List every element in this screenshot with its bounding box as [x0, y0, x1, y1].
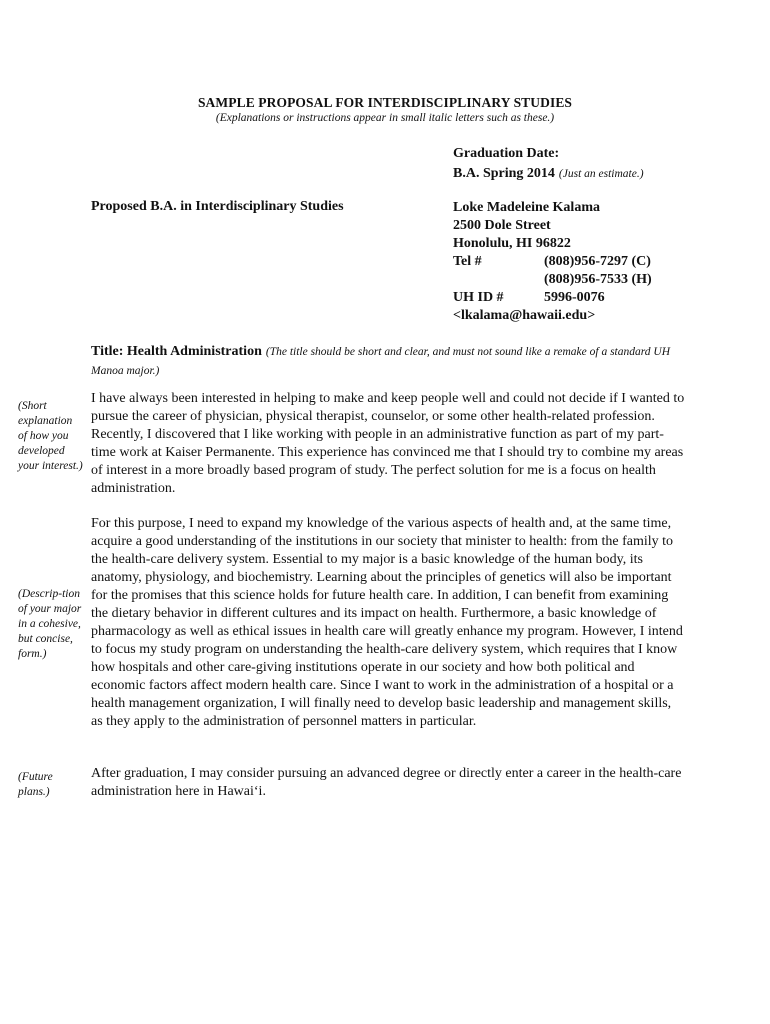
margin-note-future: (Future plans.): [18, 771, 53, 798]
paragraph-interest: I have always been interested in helping to make and keep people well and could not decide if I wanted to pursue the career of physician, physical therapist, counselor, or some other health-related profession. Recently, I discovered that I like working with people in an administrative function as part of my part-time work at Kaiser Permanente. This experience has convinced me that I should try to combine my areas of interest in a more broadly based program of study. The perfect solution for me is a focus on health administration.: [91, 391, 685, 496]
contact-phone-home-row: [453, 271, 652, 289]
contact-email: <lkalama@hawaii.edu>: [453, 308, 596, 323]
margin-note-interest: (Short explanation of how you developed your interest.): [18, 400, 83, 472]
contact-id-row: [453, 289, 652, 307]
tel-label: Tel #: [453, 254, 482, 269]
contact-street: 2500 Dole Street: [453, 218, 551, 233]
contact-name: Loke Madeleine Kalama: [453, 200, 600, 215]
document-instructions: (Explanations or instructions appear in small italic letters such as these.): [215, 112, 555, 124]
proposal-title-text: Title: Health Administration: [91, 344, 262, 359]
graduation-date-label: Graduation Date:: [453, 146, 560, 161]
phone-home: (808)956-7533 (H): [544, 272, 652, 287]
graduation-date: [453, 164, 644, 182]
paragraph-future: After graduation, I may consider pursuing an advanced degree or directly enter a career in the health-care administration here in Hawai‘i.: [91, 766, 682, 799]
uh-id-value: 5996-0076: [544, 290, 605, 305]
contact-city: Honolulu, HI 96822: [453, 236, 571, 251]
proposal-title: [91, 342, 681, 380]
document-heading: SAMPLE PROPOSAL FOR INTERDISCIPLINARY STUDIES: [197, 95, 573, 110]
proposal-title-note: (The title should be short and clear, and must not sound like a remake of a standard UH Manoa major.): [91, 346, 671, 377]
graduation-date-note: (Just an estimate.): [558, 168, 644, 180]
paragraph-major: For this purpose, I need to expand my knowledge of the various aspects of health and, at the same time, acquire a good understanding of the institutions in our society that minister to health: from the family to the health-care delivery system. Essential to my major is a basic knowledge of the human body, its anatomy, physiology, and biochemistry. Learning about the principles of genetics will also be important for the promises that this science holds for future health care. In addition, I can benefit from examining the dietary behavior in different cultures and its impact on health. Furthermore, a basic knowledge of pharmacology as well as ethical issues in health care will greatly enhance my program. However, I intend to focus my study program on understanding the health-care delivery system, which requires that I know how hospitals and other care-giving institutions operate in our society and how both political and economic factors affect modern health care. Since I want to work in the administration of a hospital or a health management organization, I will finally need to develop basic leadership and management skills, as they apply to the administration of personnel matters in particular.: [91, 516, 683, 729]
graduation-date-value: B.A. Spring 2014: [453, 166, 555, 181]
phone-cell: (808)956-7297 (C): [544, 254, 651, 269]
margin-note-major: (Descrip-tion of your major in a cohesive, but concise, form.): [18, 588, 82, 660]
contact-block: [453, 199, 652, 325]
contact-phone-row: [453, 253, 652, 271]
uh-id-label: UH ID #: [453, 290, 504, 305]
proposed-program: Proposed B.A. in Interdisciplinary Studies: [91, 199, 344, 214]
